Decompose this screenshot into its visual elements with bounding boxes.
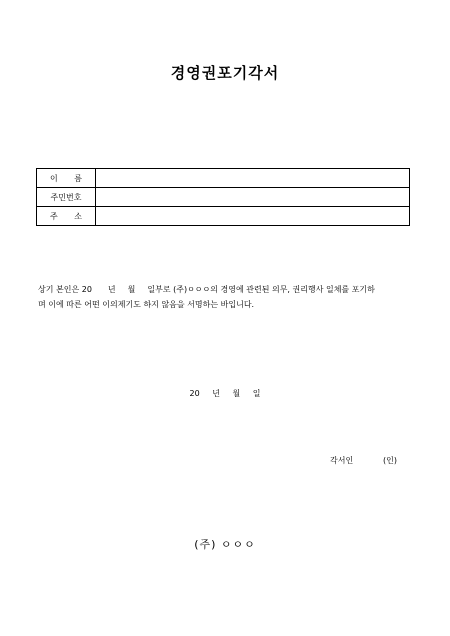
seal-label: (인) <box>383 456 397 465</box>
name-value <box>96 169 410 188</box>
resident-number-value <box>96 188 410 207</box>
table-row <box>37 207 410 226</box>
table-row <box>37 188 410 207</box>
statement-paragraph <box>38 282 410 312</box>
address-label: 주 소 <box>37 207 96 226</box>
statement-part-d: 일부로 (주)ㅇㅇㅇ의 경영에 관련된 의무, 권리행사 일체를 포기하 <box>147 285 375 294</box>
statement-line-2: 며 이에 따른 어떤 이의제기도 하지 않음을 서명하는 바입니다. <box>38 300 255 309</box>
company-name: (주) ㅇㅇㅇ <box>194 538 256 551</box>
info-table <box>36 168 410 226</box>
statement-line-1 <box>38 282 410 297</box>
name-label: 이 름 <box>37 169 96 188</box>
statement-part-a: 상기 본인은 20 <box>38 285 92 294</box>
statement-part-c: 월 <box>127 285 136 294</box>
statement-part-b: 년 <box>107 285 116 294</box>
document-title: 경영권포기각서 <box>170 64 280 82</box>
date-line: 20 년 월 일 <box>189 389 261 398</box>
resident-number-label: 주민번호 <box>37 188 96 207</box>
table-row <box>37 169 410 188</box>
address-value <box>96 207 410 226</box>
signer-label: 각서인 <box>330 456 354 465</box>
